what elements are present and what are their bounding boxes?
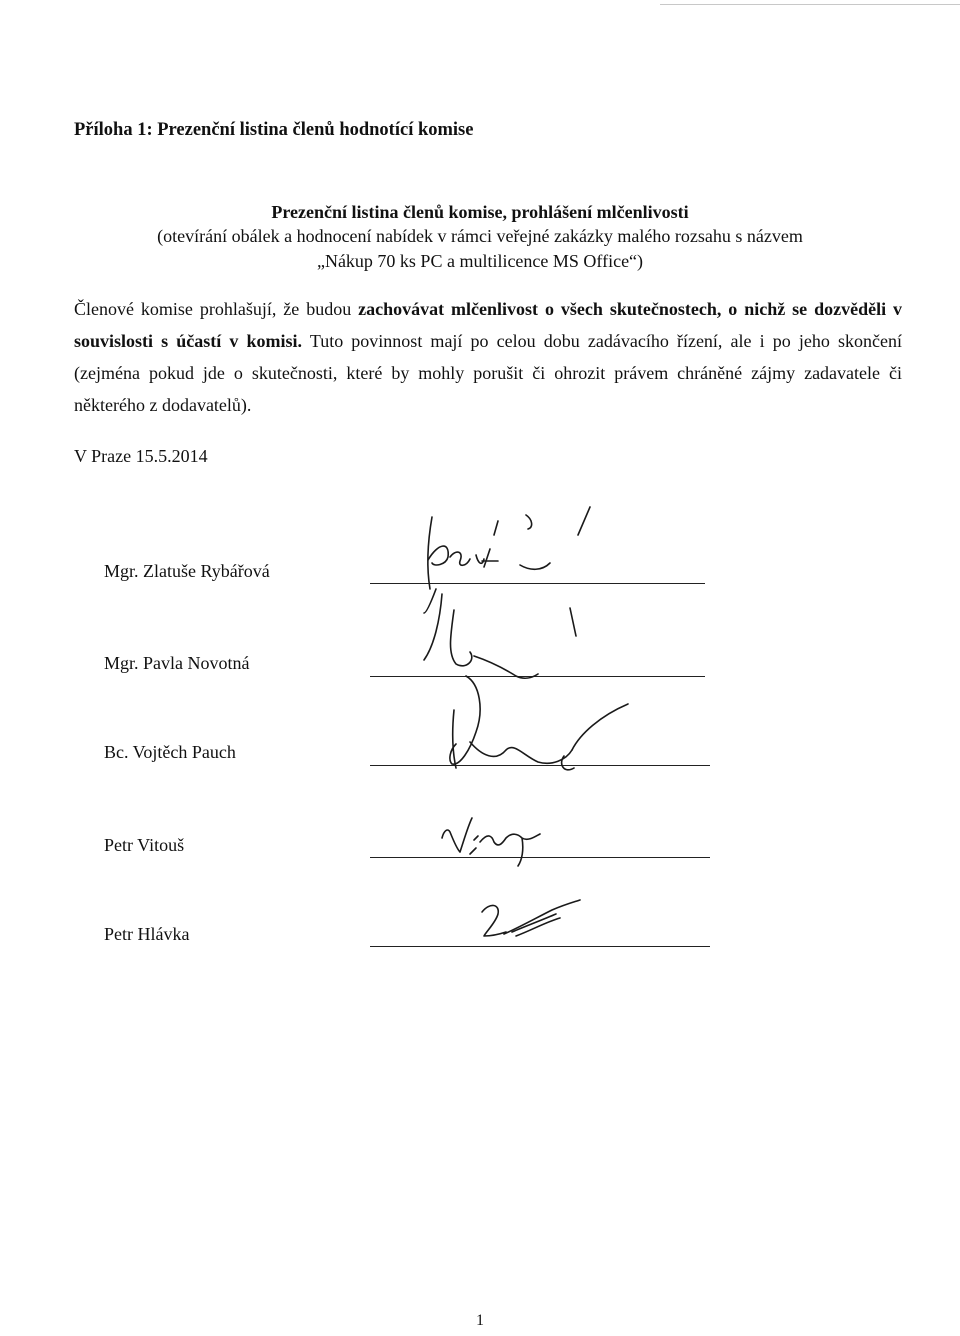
member-name: Mgr. Pavla Novotná [104, 653, 250, 673]
handwritten-signature [476, 898, 606, 958]
member-name: Petr Hlávka [104, 924, 190, 944]
document-subtitle-line-2: „Nákup 70 ks PC a multilicence MS Office“) [316, 251, 644, 271]
member-name: Petr Vitouš [104, 835, 185, 855]
page-number: 1 [476, 1312, 484, 1329]
member-name: Bc. Vojtěch Pauch [104, 742, 236, 762]
place-date: V Praze 15.5.2014 [74, 446, 208, 466]
handwritten-signature [436, 810, 576, 870]
handwritten-signature [440, 670, 660, 780]
paragraph-intro: Členové komise prohlašují, že budou [74, 299, 359, 319]
document-subtitle-line-1: (otevírání obálek a hodnocení nabídek v rámci veřejné zakázky malého rozsahu s názvem [157, 226, 803, 246]
annex-title: Příloha 1: Prezenční listina členů hodnotící komise [74, 120, 474, 140]
paragraph-remainder: Tuto povinnost mají po celou dobu zadávacího řízení, ale i po jeho skončení (zejména pokud jde o skutečnosti, které by mohly porušit či ohrozit právem chráněné zájmy zadavatele či některého z dodavatelů). [74, 331, 902, 415]
scan-edge-line [660, 4, 960, 5]
paragraph-bold-statement: zachovávat mlčenlivost o všech skutečnostech, o nichž se dozvěděli v souvislosti s účastí v komisi. [74, 299, 903, 351]
confidentiality-paragraph [74, 293, 902, 421]
member-name: Mgr. Zlatuše Rybářová [104, 561, 270, 581]
document-title: Prezenční listina členů komise, prohlášení mlčenlivosti [271, 202, 689, 222]
